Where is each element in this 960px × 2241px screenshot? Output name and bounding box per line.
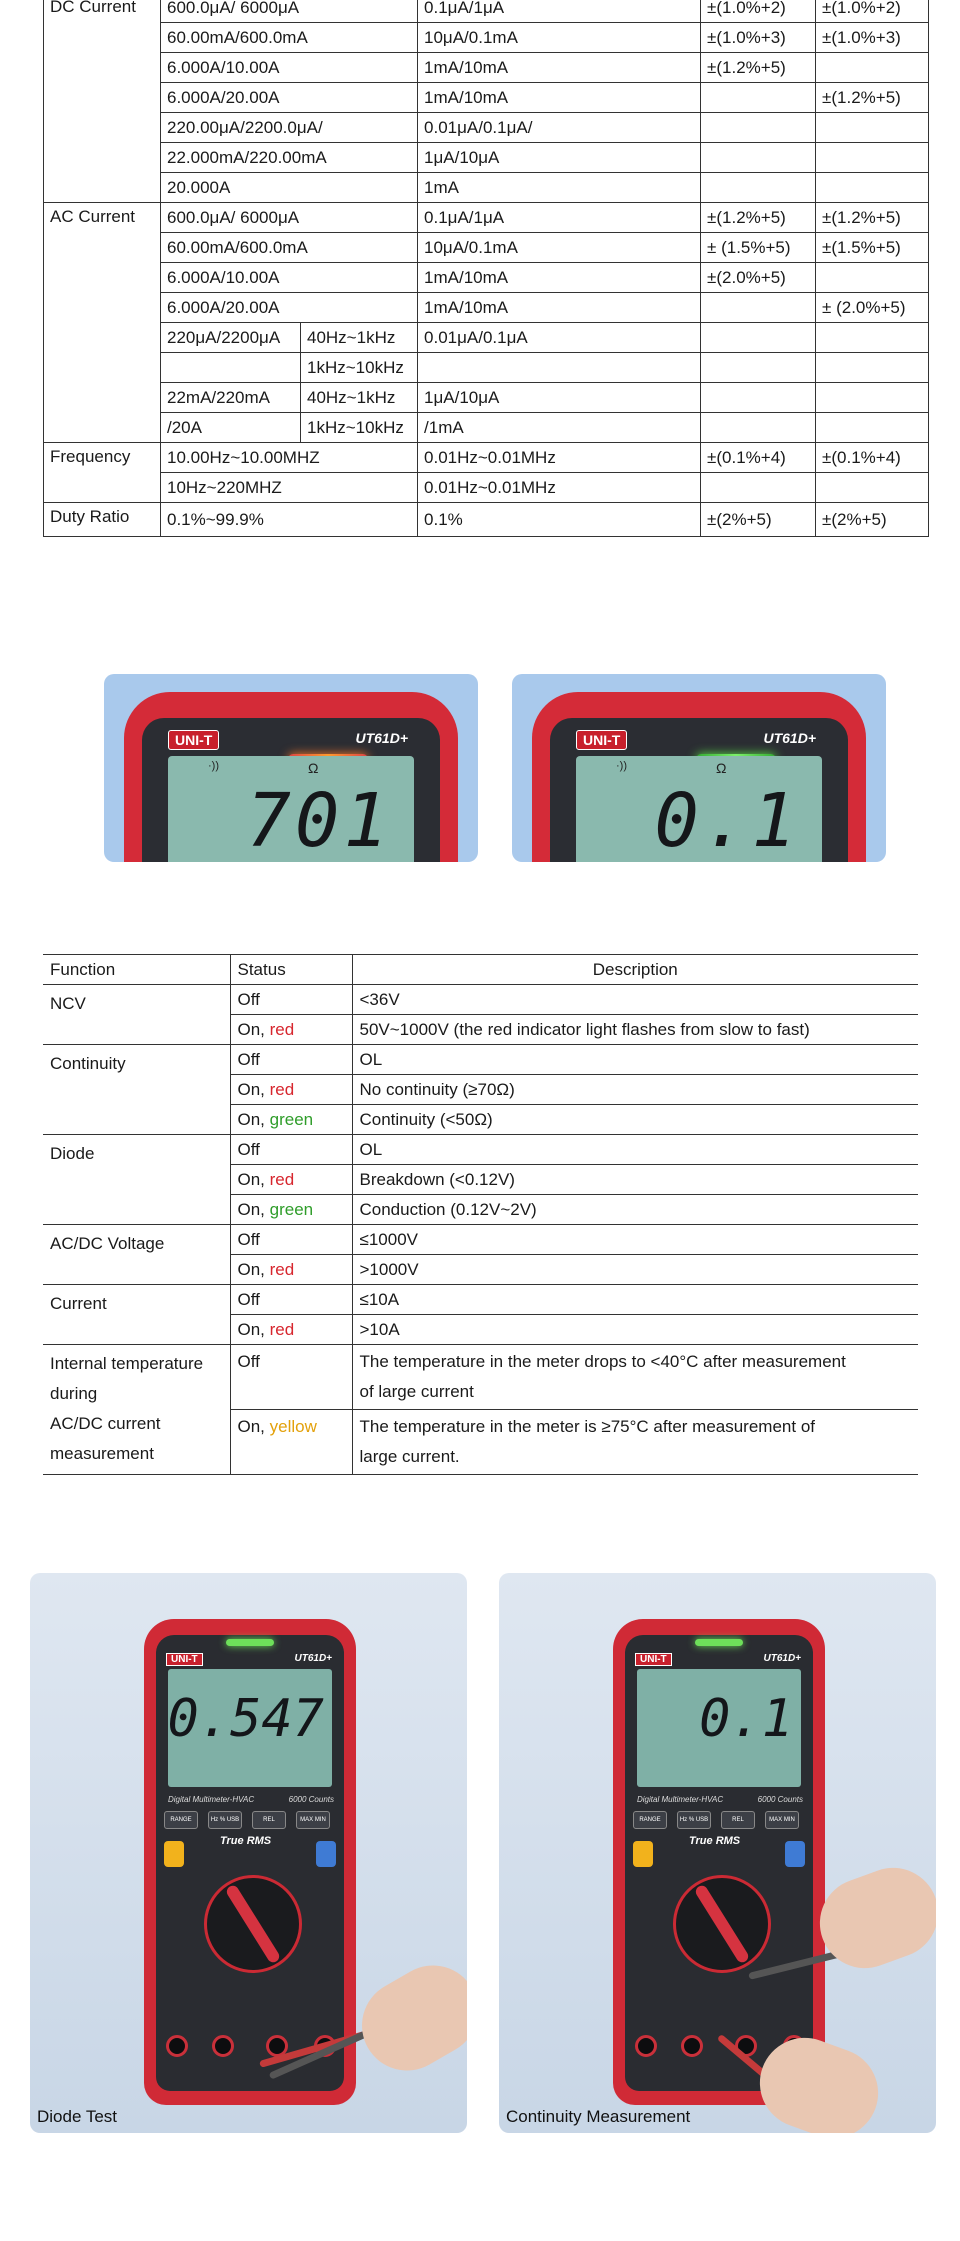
- hold-button: [316, 1841, 336, 1867]
- spec-table: [43, 0, 929, 537]
- range-cell: 6.000A/10.00A: [161, 53, 418, 83]
- accuracy-cell: [816, 143, 929, 173]
- true-rms-label: True RMS: [220, 1835, 272, 1847]
- accuracy-cell: [701, 293, 816, 323]
- accuracy-cell: [816, 413, 929, 443]
- hold-button: [785, 1841, 805, 1867]
- description: 50V~1000V (the red indicator light flashes from slow to fast): [352, 1015, 918, 1045]
- resolution-cell: 10μA/0.1mA: [418, 23, 701, 53]
- description: The temperature in the meter drops to <40°C after measurement of large current: [352, 1345, 918, 1410]
- resolution-cell: 1mA/10mA: [418, 83, 701, 113]
- accuracy-cell: ±(1.2%+5): [816, 83, 929, 113]
- select-button: [164, 1841, 184, 1867]
- accuracy-cell: ± (1.5%+5): [701, 233, 816, 263]
- resolution-cell: 1μA/10μA: [418, 383, 701, 413]
- description: OL: [352, 1135, 918, 1165]
- lcd-reading: 0.1: [654, 778, 800, 862]
- accuracy-cell: ±(1.0%+2): [816, 0, 929, 23]
- accuracy-cell: ±(1.2%+5): [816, 203, 929, 233]
- status-on-green: On, green: [230, 1195, 352, 1225]
- accuracy-cell: ±(1.5%+5): [816, 233, 929, 263]
- function-label: AC Current: [44, 203, 161, 443]
- resolution-cell: 1mA/10mA: [418, 293, 701, 323]
- meter-photo-continuity-closed: [512, 674, 886, 862]
- brand-logo: UNI-T: [168, 730, 219, 750]
- range-cell: 220.00μA/2200.0μA/: [161, 113, 418, 143]
- frequency-cell: 1kHz~10kHz: [301, 413, 418, 443]
- resolution-cell: 1mA/10mA: [418, 263, 701, 293]
- header-description: Description: [352, 955, 918, 985]
- accuracy-cell: [816, 53, 929, 83]
- accuracy-cell: [816, 113, 929, 143]
- accuracy-cell: [701, 383, 816, 413]
- function-continuity: Continuity: [43, 1045, 230, 1135]
- indicator-light-green: [226, 1639, 274, 1646]
- description: Conduction (0.12V~2V): [352, 1195, 918, 1225]
- accuracy-cell: [816, 263, 929, 293]
- status-on-red: On, red: [230, 1075, 352, 1105]
- device-counts: 6000 Counts: [288, 1795, 334, 1804]
- range-cell: 60.00mA/600.0mA: [161, 233, 418, 263]
- accuracy-cell: ± (2.0%+5): [816, 293, 929, 323]
- status-off: Off: [230, 1045, 352, 1075]
- accuracy-cell: [701, 353, 816, 383]
- description: >10A: [352, 1315, 918, 1345]
- accuracy-cell: [701, 413, 816, 443]
- status-off: Off: [230, 1135, 352, 1165]
- range-cell: 6.000A/20.00A: [161, 293, 418, 323]
- buzzer-icon: ·)): [208, 760, 219, 772]
- device-subtitle: Digital Multimeter-HVAC: [637, 1795, 724, 1804]
- resolution-cell: 0.01Hz~0.01MHz: [418, 443, 701, 473]
- range-cell: 20.000A: [161, 173, 418, 203]
- status-on-red: On, red: [230, 1165, 352, 1195]
- ma-jack: [166, 2035, 188, 2057]
- multimeter: [613, 1619, 825, 2105]
- continuity-measurement-photo: [499, 1573, 936, 2133]
- diode-test-photo: [30, 1573, 467, 2133]
- hand: [807, 1855, 936, 1981]
- accuracy-cell: [816, 473, 929, 503]
- accuracy-cell: [701, 323, 816, 353]
- rotary-dial: [204, 1875, 302, 1973]
- accuracy-cell: ±(1.0%+3): [816, 23, 929, 53]
- accuracy-cell: ±(2%+5): [701, 503, 816, 537]
- lcd-display: [168, 756, 414, 862]
- description: OL: [352, 1045, 918, 1075]
- accuracy-cell: ±(0.1%+4): [816, 443, 929, 473]
- accuracy-cell: ±(2%+5): [816, 503, 929, 537]
- hz-usb-button: Hz % USB: [677, 1811, 711, 1829]
- range-cell: 60.00mA/600.0mA: [161, 23, 418, 53]
- photo-caption: Diode Test: [37, 2107, 118, 2126]
- accuracy-cell: [701, 173, 816, 203]
- model-label: UT61D+: [294, 1653, 332, 1664]
- description: No continuity (≥70Ω): [352, 1075, 918, 1105]
- range-cell: 600.0μA/ 6000μA: [161, 0, 418, 23]
- resolution-cell: 1mA/10mA: [418, 53, 701, 83]
- range-cell: [161, 353, 301, 383]
- hand: [346, 1949, 467, 2087]
- accuracy-cell: [816, 383, 929, 413]
- photo-caption: Continuity Measurement: [506, 2107, 691, 2126]
- range-cell: 22mA/220mA: [161, 383, 301, 413]
- status-off: Off: [230, 1225, 352, 1255]
- resolution-cell: /1mA: [418, 413, 701, 443]
- function-diode: Diode: [43, 1135, 230, 1225]
- accuracy-cell: ±(1.2%+5): [701, 203, 816, 233]
- accuracy-cell: [816, 353, 929, 383]
- accuracy-cell: ±(0.1%+4): [701, 443, 816, 473]
- status-on-yellow: On, yellow: [230, 1410, 352, 1475]
- lcd-reading: 701: [246, 778, 392, 862]
- meter-photo-continuity-open: [104, 674, 478, 862]
- ma-jack: [635, 2035, 657, 2057]
- range-cell: 6.000A/20.00A: [161, 83, 418, 113]
- device-counts: 6000 Counts: [757, 1795, 803, 1804]
- description: ≤10A: [352, 1285, 918, 1315]
- resolution-cell: 10μA/0.1mA: [418, 233, 701, 263]
- range-cell: /20A: [161, 413, 301, 443]
- status-on-red: On, red: [230, 1015, 352, 1045]
- header-status: Status: [230, 955, 352, 985]
- brand-logo: UNI-T: [635, 1653, 672, 1666]
- resolution-cell: 1μA/10μA: [418, 143, 701, 173]
- status-off: Off: [230, 1345, 352, 1410]
- a-jack: [212, 2035, 234, 2057]
- model-label: UT61D+: [355, 730, 408, 746]
- accuracy-cell: [701, 83, 816, 113]
- function-internal-temperature: Internal temperature during AC/DC current measurement: [43, 1345, 230, 1475]
- status-off: Off: [230, 985, 352, 1015]
- function-current: Current: [43, 1285, 230, 1345]
- range-cell: 600.0μA/ 6000μA: [161, 203, 418, 233]
- range-button: RANGE: [633, 1811, 667, 1829]
- select-button: [633, 1841, 653, 1867]
- lcd-reading: 0.547: [167, 1689, 324, 1749]
- header-function: Function: [43, 955, 230, 985]
- status-on-red: On, red: [230, 1315, 352, 1345]
- range-cell: 0.1%~99.9%: [161, 503, 418, 537]
- function-label: Duty Ratio: [44, 503, 161, 537]
- brand-logo: UNI-T: [166, 1653, 203, 1666]
- a-jack: [681, 2035, 703, 2057]
- accuracy-cell: ±(1.2%+5): [701, 53, 816, 83]
- lcd-display: [637, 1669, 801, 1787]
- description: >1000V: [352, 1255, 918, 1285]
- accuracy-cell: [701, 473, 816, 503]
- function-acdc-voltage: AC/DC Voltage: [43, 1225, 230, 1285]
- accuracy-cell: [816, 323, 929, 353]
- resolution-cell: [418, 353, 701, 383]
- rel-button: REL: [252, 1811, 286, 1829]
- range-cell: 220μA/2200μA: [161, 323, 301, 353]
- indicator-light-green: [695, 1639, 743, 1646]
- accuracy-cell: ±(1.0%+3): [701, 23, 816, 53]
- model-label: UT61D+: [763, 1653, 801, 1664]
- function-label: Frequency: [44, 443, 161, 503]
- indicator-light-table: [43, 954, 918, 1475]
- buzzer-icon: ·)): [616, 760, 627, 772]
- ohm-unit: Ω: [716, 760, 727, 776]
- maxmin-button: MAX MIN: [765, 1811, 799, 1829]
- status-off: Off: [230, 1285, 352, 1315]
- model-label: UT61D+: [763, 730, 816, 746]
- lcd-display: [576, 756, 822, 862]
- hz-usb-button: Hz % USB: [208, 1811, 242, 1829]
- frequency-cell: 40Hz~1kHz: [301, 383, 418, 413]
- range-cell: 22.000mA/220.00mA: [161, 143, 418, 173]
- accuracy-cell: [701, 113, 816, 143]
- true-rms-label: True RMS: [689, 1835, 741, 1847]
- range-cell: 10Hz~220MHZ: [161, 473, 418, 503]
- rel-button: REL: [721, 1811, 755, 1829]
- ohm-unit: Ω: [308, 760, 319, 776]
- multimeter: [144, 1619, 356, 2105]
- function-label: DC Current: [44, 0, 161, 203]
- frequency-cell: 1kHz~10kHz: [301, 353, 418, 383]
- range-cell: 10.00Hz~10.00MHZ: [161, 443, 418, 473]
- function-ncv: NCV: [43, 985, 230, 1045]
- resolution-cell: 1mA: [418, 173, 701, 203]
- resolution-cell: 0.01μA/0.1μA: [418, 323, 701, 353]
- range-button: RANGE: [164, 1811, 198, 1829]
- accuracy-cell: ±(2.0%+5): [701, 263, 816, 293]
- resolution-cell: 0.01μA/0.1μA/: [418, 113, 701, 143]
- description: Continuity (<50Ω): [352, 1105, 918, 1135]
- resolution-cell: 0.1μA/1μA: [418, 203, 701, 233]
- description: Breakdown (<0.12V): [352, 1165, 918, 1195]
- resolution-cell: 0.1μA/1μA: [418, 0, 701, 23]
- lcd-reading: 0.1: [699, 1689, 793, 1749]
- status-on-red: On, red: [230, 1255, 352, 1285]
- resolution-cell: 0.1%: [418, 503, 701, 537]
- description: The temperature in the meter is ≥75°C after measurement of large current.: [352, 1410, 918, 1475]
- resolution-cell: 0.01Hz~0.01MHz: [418, 473, 701, 503]
- accuracy-cell: ±(1.0%+2): [701, 0, 816, 23]
- description: ≤1000V: [352, 1225, 918, 1255]
- device-subtitle: Digital Multimeter-HVAC: [168, 1795, 255, 1804]
- frequency-cell: 40Hz~1kHz: [301, 323, 418, 353]
- status-on-green: On, green: [230, 1105, 352, 1135]
- maxmin-button: MAX MIN: [296, 1811, 330, 1829]
- accuracy-cell: [816, 173, 929, 203]
- description: <36V: [352, 985, 918, 1015]
- brand-logo: UNI-T: [576, 730, 627, 750]
- rotary-dial: [673, 1875, 771, 1973]
- accuracy-cell: [701, 143, 816, 173]
- lcd-display: [168, 1669, 332, 1787]
- range-cell: 6.000A/10.00A: [161, 263, 418, 293]
